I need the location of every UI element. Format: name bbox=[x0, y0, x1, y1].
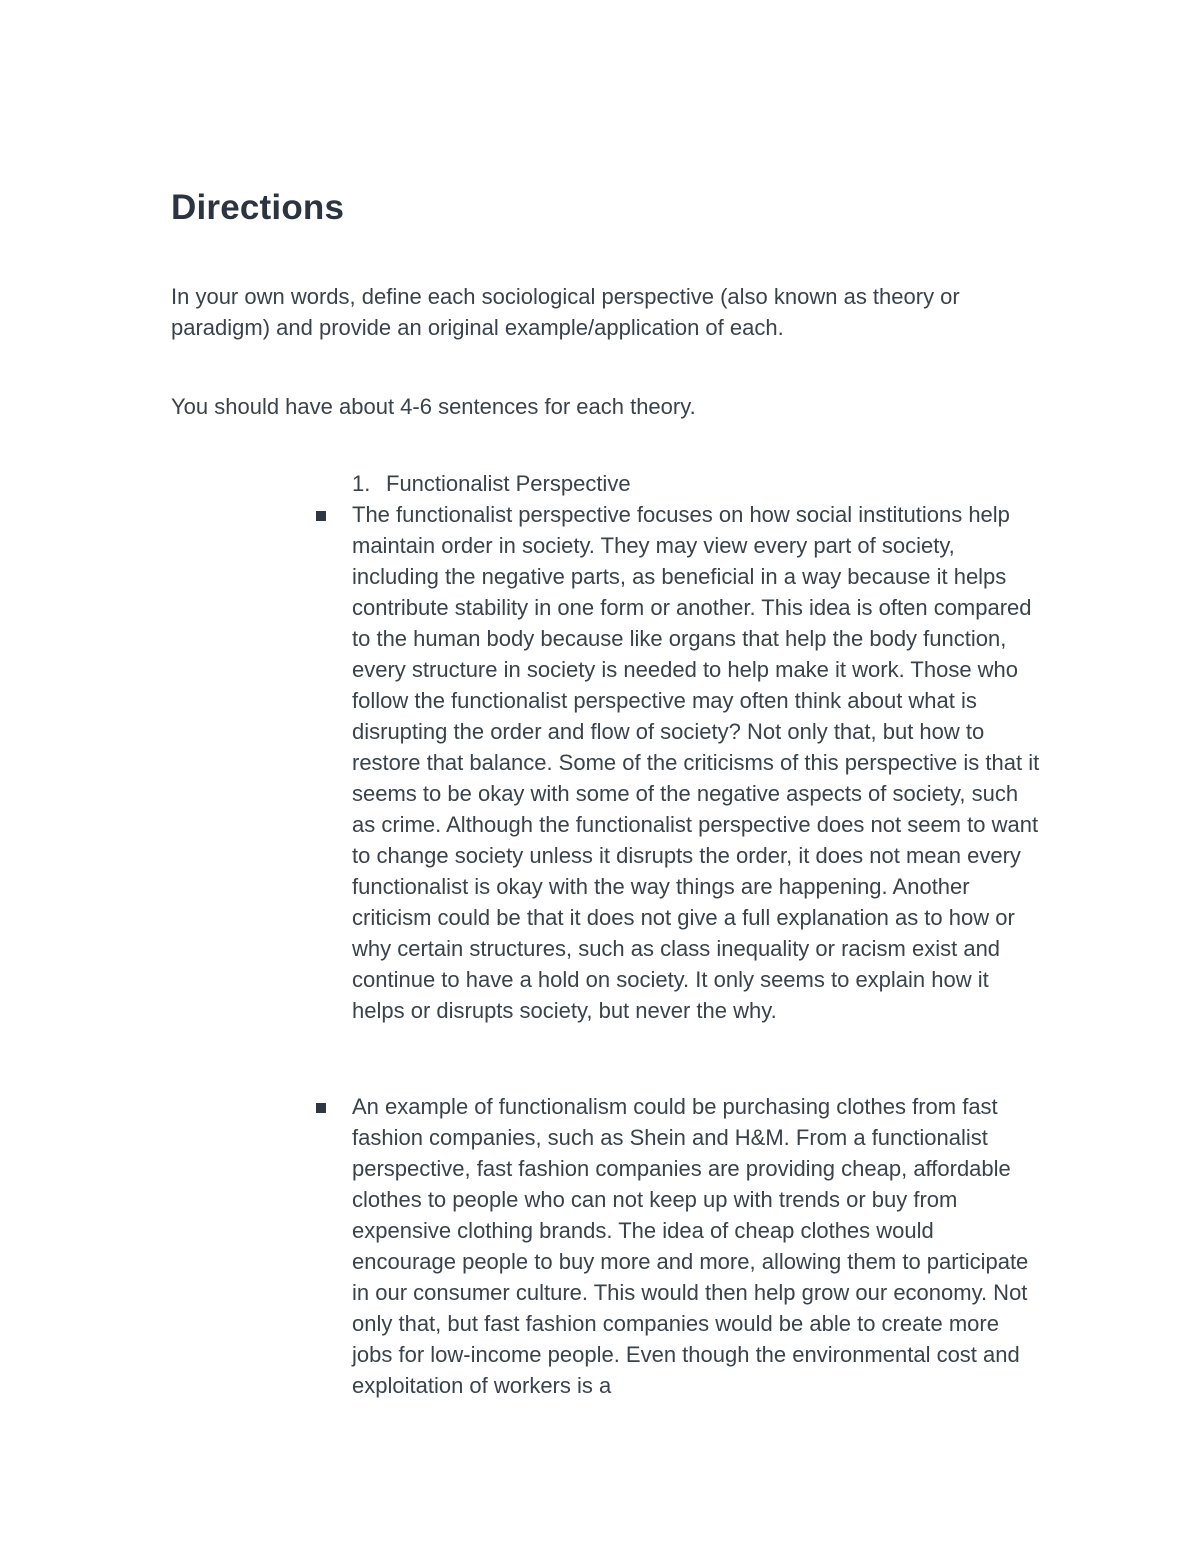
list-item-functionalist bbox=[352, 468, 631, 499]
list-item-number: 1. bbox=[352, 471, 371, 496]
bullet-definition bbox=[352, 499, 1042, 1026]
page-title: Directions bbox=[171, 188, 345, 227]
sentence-requirement-paragraph: You should have about 4-6 sentences for each theory. bbox=[171, 394, 696, 419]
square-bullet-icon bbox=[316, 511, 326, 521]
bullet-definition-text: The functionalist perspective focuses on how social institutions help maintain order in society. They may view every part of society, including the negative parts, as beneficial in a way because it helps contribute stability in one form or another. This idea is often compared to the human body because like organs that help the body function, every structure in society is needed to help make it work. Those who follow the functionalist perspective may often think about what is disrupting the order and flow of society? Not only that, but how to restore that balance. Some of the criticisms of this perspective is that it seems to be okay with some of the negative aspects of society, such as crime. Although the functionalist perspective does not seem to want to change society unless it disrupts the order, it does not mean every functionalist is okay with the way things are happening. Another criticism could be that it does not give a full explanation as to how or why certain structures, such as class inequality or racism exist and continue to have a hold on society. It only seems to explain how it helps or disrupts society, but never the why. bbox=[352, 502, 1040, 1023]
instructions-paragraph: In your own words, define each sociological perspective (also known as theory or paradigm) and provide an original example/application of each. bbox=[171, 284, 960, 340]
bullet-example bbox=[352, 1091, 1042, 1401]
square-bullet-icon bbox=[316, 1103, 326, 1113]
list-item-title: Functionalist Perspective bbox=[386, 471, 631, 496]
bullet-example-text: An example of functionalism could be purchasing clothes from fast fashion companies, such as Shein and H&M. From a functionalist perspective, fast fashion companies are providing cheap, affordable clothes to people who can not keep up with trends or buy from expensive clothing brands. The idea of cheap clothes would encourage people to buy more and more, allowing them to participate in our consumer culture. This would then help grow our economy. Not only that, but fast fashion companies would be able to create more jobs for low-income people. Even though the environmental cost and exploitation of workers is a bbox=[352, 1094, 1029, 1398]
